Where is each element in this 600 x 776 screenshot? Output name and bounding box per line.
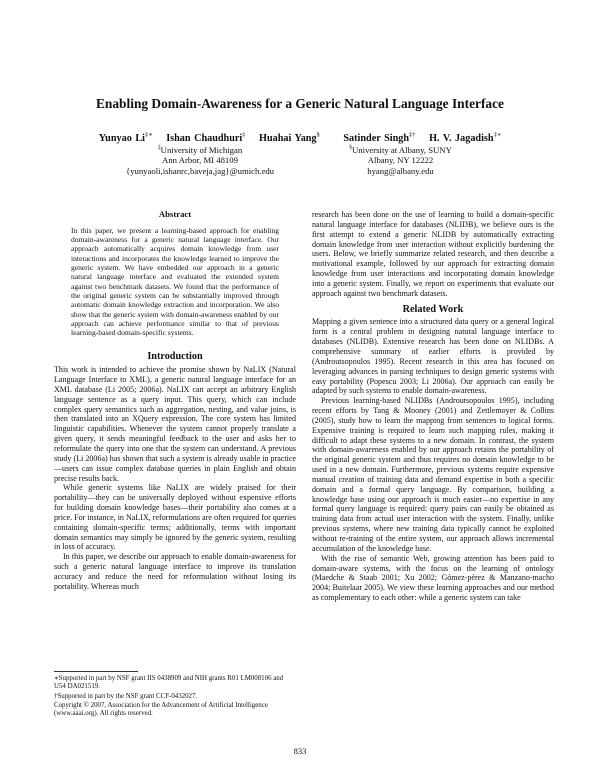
- copyright-notice: Copyright © 2007, Association for the Advancement of Artificial Intelligence (www.aaai.org). All rights reserved.: [54, 701, 268, 718]
- intro-paragraph-3: In this paper, we describe our approach to enable domain-awareness for such a generic natural language interface to improve its translation accuracy and reduce the need for reformulation without losing its portability. Whereas much: [54, 552, 296, 591]
- abstract-heading: Abstract: [158, 209, 192, 219]
- paper-title: Enabling Domain-Awareness for a Generic Natural Language Interface: [95, 96, 504, 111]
- affiliation-michigan: ‡University of Michigan Ann Arbor, MI 48109 {yunyaoli,ishanrc,baveja,jag}@umich.edu: [125, 144, 275, 177]
- abstract: [54, 210, 296, 337]
- author: Satinder Singh‡†: [343, 132, 416, 145]
- author: H. V. Jagadish‡∗: [429, 132, 502, 145]
- intro-paragraph-1: This work is intended to achieve the promise shown by NaLIX (Natural Language Interface to XML), a generic natural language interface for an XML database (Li 2005; 2006a). NaLIX can accept an arbitrary English language sentence as a query input. This query, which can include complex query semantics such as aggregation, nesting, and value joins, is then translated into an XQuery expression. The core system has limited linguistic capabilities. Whenever the system cannot properly translate a given query, it sends meaningful feedback to the user and asks her to reformulate the query into one that the system can understand. A previous study (Li 2006a) has shown that such a system is already usable in practice—users can issue complex database queries in plain English and obtain precise results back.: [54, 365, 296, 483]
- right-column: [312, 210, 554, 603]
- related-paragraph-3: With the rise of semantic Web, growing attention has been paid to domain-aware systems, with the focus on the learning of ontology (Maedche & Staab 2001; Xu 2002; Gómez-pérez & Manzano-macho 2004; Buitelaar 2005). We view these learning approaches and our method as complementary to each other: while a generic system can take: [312, 553, 554, 603]
- related-paragraph-2: Previous learning-based NLIDBs (Androutsopoulos 1995), including recent efforts by Tang & Mooney (2001) and Zettlemoyer & Collins (2005), study how to learn the mapping from sentences to logical forms. Expensive training is required to learn such mapping rules, making it difficult to adapt these systems to a new domain. In contrast, the system with domain-awareness enabled by our approach retains the portability of the original generic system and thus requires no domain knowledge to be used in a new domain. Furthermore, previous systems require expensive manual creation of training data and demand expertise in both a specific domain and a formal query language. By comparison, building a knowledge base using our approach is much easier—no expertise in any formal query language is required: query pairs can easily be obtained as training data from actual user interaction with the system. Finally, unlike previous systems, where new training data typically cannot be exploited without re-training of the entire system, our approach allows incremental accumulation of the knowledge base.: [312, 396, 554, 553]
- left-column: [54, 210, 296, 592]
- footnote-2: †Supported in part by the NSF grant CCF-0432027.: [54, 692, 198, 700]
- author: Ishan Chaudhuri‡: [166, 132, 246, 145]
- intro-continuation: research has been done on the use of learning to build a domain-specific natural language interface for databases (NLIDB), we believe ours is the first attempt to extend a generic NLIDB by automatically extracting domain knowledge from user interaction without explicitly burdening the users. Below, we briefly summarize related research, and then describe a motivational example, followed by our approach for extracting domain knowledge from user interactions and incorporating domain knowledge into a generic system. Finally, we report on experiments that evaluate our approach against two benchmark datasets.: [312, 210, 554, 298]
- author: Huahai Yang§: [259, 132, 320, 145]
- footnotes: [54, 671, 296, 719]
- footnote-rule: [54, 671, 138, 672]
- intro-paragraph-2: While generic systems like NaLIX are widely praised for their portability—they can be universally deployed without expensive efforts for building domain knowledge bases—their portability also comes at a price. For instance, in NaLIX, reformulations are often required for queries containing domain-specific terms; additionally, terms with important domain semantics may simply be ignored by the generic system, resulting in loss of accuracy.: [54, 483, 296, 552]
- page-number: 833: [293, 746, 307, 756]
- author: Yunyao Li‡∗: [98, 132, 153, 145]
- footnote-1: ∗Supported in part by NSF grant IIS 0438909 and NIH grants R01 LM008106 and U54 DA021519.: [54, 675, 284, 691]
- introduction-heading: Introduction: [147, 351, 203, 363]
- related-work-heading: Related Work: [402, 303, 464, 315]
- abstract-text: In this paper, we present a learning-based approach for enabling domain-awareness for a generic natural language interface. Our approach automatically acquires domain knowledge from user interactions and incorporates the knowledge learned to improve the generic system. We have embedded our approach in a generic natural language interface and evaluated the extended system against two benchmark datasets. We found that the performance of the original generic system can be substantially improved through automatic domain knowledge extraction and incorporation. We also show that the generic system with domain-awareness enabled by our approach can achieve performance similar to that of previous learning-based domain-specific systems.: [71, 225, 279, 338]
- related-paragraph-1: Mapping a given sentence into a structured data query or a general logical form is a central problem in designing natural language interface to databases (NLIDB). Extensive research has been done on NLIDBs. A comprehensive summary of earlier efforts is provided by (Androutsopoulos 1995). Recent research in this area has focused on leveraging advances in parsing techniques to design generic systems with easy portability (Popescu 2003; Li 2006a). Our approach can easily be adapted by such systems to enable domain-awareness.: [312, 317, 554, 396]
- affiliation-albany: §University at Albany, SUNY Albany, NY 12222 hyang@albany.edu: [349, 144, 452, 177]
